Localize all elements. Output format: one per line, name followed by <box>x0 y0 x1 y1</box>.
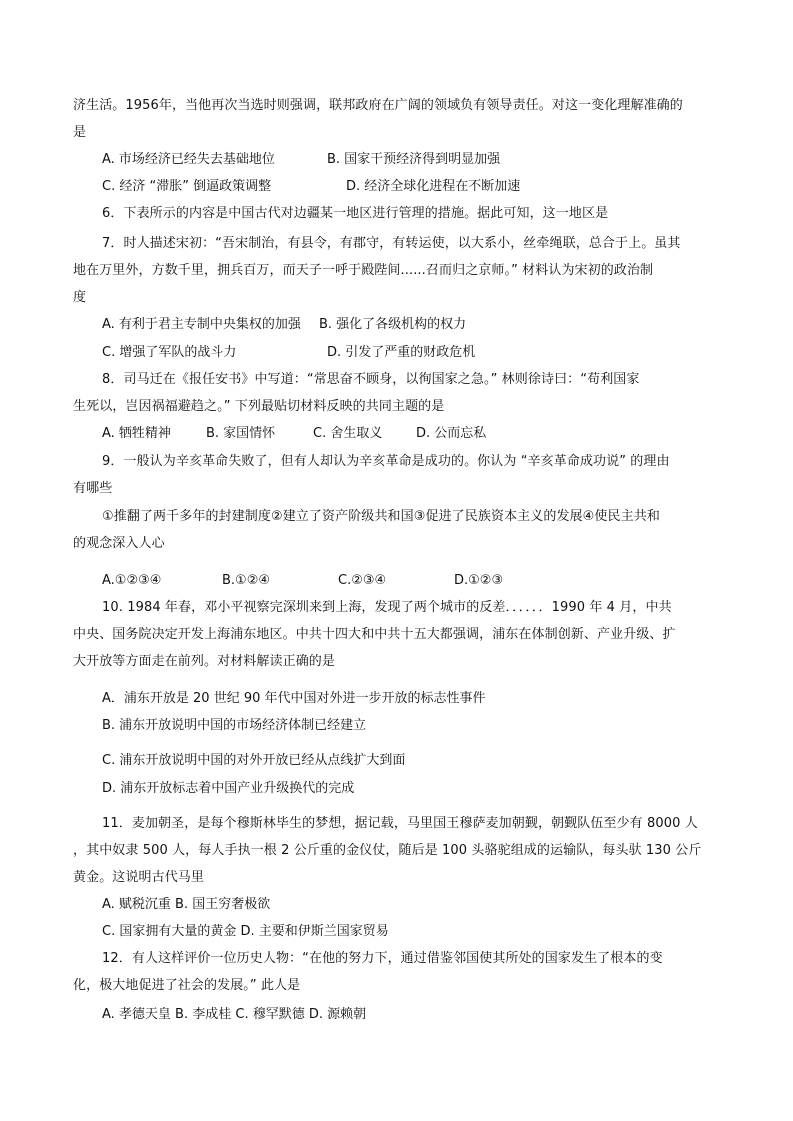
q8-option-a: A. 牺牲精神 <box>102 426 171 441</box>
q12-options: A. 孝德天皇 B. 李成桂 C. 穆罕默德 D. 源赖朝 <box>102 1007 367 1022</box>
q7-stem-line-2: 地在万里外，方数千里，拥兵百万，而天子一呼于殿陛间......召而归之京师。” 材料认为宋初的政治制 <box>73 263 654 278</box>
q8-option-c: C. 舍生取义 <box>313 426 383 441</box>
q7-option-d: D. 引发了严重的财政危机 <box>327 345 476 360</box>
q9-stem-line-1: 9．一般认为辛亥革命失败了，但有人却认为辛亥革命是成功的。你认为 “辛亥革命成功说” 的理由 <box>102 454 670 469</box>
q8-stem-line-2: 生死以，岂因祸福避趋之。” 下列最贴切材料反映的共同主题的是 <box>73 399 445 414</box>
q9-stem-line-2: 有哪些 <box>73 481 113 496</box>
q9-option-b: B.①②④ <box>222 573 271 588</box>
q5-option-d: D. 经济全球化进程在不断加速 <box>346 179 521 194</box>
q8-stem-line-1: 8．司马迁在《报任安书》中写道：“常思奋不顾身，以徇国家之急。” 林则徐诗曰：“苟利国家 <box>102 372 640 387</box>
q11-options-a-b: A. 赋税沉重 B. 国王穷奢极欲 <box>102 897 271 912</box>
q8-option-b: B. 家国情怀 <box>206 426 276 441</box>
q9-stem-line-4: 的观念深入人心 <box>73 536 165 551</box>
q9-stem-line-3: ①推翻了两千多年的封建制度②建立了资产阶级共和国③促进了民族资本主义的发展④使民主共和 <box>102 509 660 524</box>
q10-stem-line-1: 10. 1984 年春，邓小平视察完深圳来到上海，发现了两个城市的反差．．．．．．1990 年 4 月，中共 <box>102 600 672 615</box>
q11-stem-line-1: 11．麦加朝圣，是每个穆斯林毕生的梦想，据记载，马里国王穆萨麦加朝觐，朝觐队伍至少有 8000 人 <box>102 816 698 831</box>
q7-option-a: A. 有利于君主专制中央集权的加强 <box>102 317 301 332</box>
q6-stem-line-1: 6．下表所示的内容是中国古代对边疆某一地区进行管理的措施。据此可知，这一地区是 <box>102 206 609 221</box>
q10-option-a: A．浦东开放是 20 世纪 90 年代中国对外进一步开放的标志性事件 <box>102 691 486 706</box>
q10-stem-line-3: 大开放等方面走在前列。对材料解读正确的是 <box>73 654 336 669</box>
q7-stem-line-3: 度 <box>73 290 87 305</box>
q5-option-c: C. 经济 “滞胀” 倒逼政策调整 <box>102 179 272 194</box>
q10-option-b: B. 浦东开放说明中国的市场经济体制已经建立 <box>102 718 367 733</box>
q9-option-a: A.①②③④ <box>102 573 162 588</box>
q11-options-c-d: C. 国家拥有大量的黄金 D. 主要和伊斯兰国家贸易 <box>102 924 389 939</box>
q7-option-c: C. 增强了军队的战斗力 <box>102 345 237 360</box>
q10-option-c: C. 浦东开放说明中国的对外开放已经从点线扩大到面 <box>102 753 406 768</box>
q5-stem-line-2: 是 <box>73 125 87 140</box>
q7-stem-line-1: 7．时人描述宋初：“吾宋制治，有县令，有郡守，有转运使，以大系小，丝牵绳联，总合于上。虽其 <box>102 236 681 251</box>
q9-option-d: D.①②③ <box>454 573 504 588</box>
q8-option-d: D. 公而忘私 <box>416 426 487 441</box>
q10-stem-line-2: 中央、国务院决定开发上海浦东地区。中共十四大和中共十五大都强调，浦东在体制创新、产业升级、扩 <box>73 627 676 642</box>
q9-option-c: C.②③④ <box>338 573 387 588</box>
q5-option-a: A. 市场经济已经失去基础地位 <box>102 152 275 167</box>
q5-stem-line-1: 济生活。1956年，当他再次当选时则强调，联邦政府在广阔的领域负有领导责任。对这一变化理解准确的 <box>73 98 683 113</box>
q7-option-b: B. 强化了各级机构的权力 <box>319 317 467 332</box>
q5-option-b: B. 国家干预经济得到明显加强 <box>327 152 501 167</box>
q12-stem-line-2: 化，极大地促进了社会的发展。” 此人是 <box>73 978 301 993</box>
q11-stem-line-3: 黄金。这说明古代马里 <box>73 870 205 885</box>
q11-stem-line-2: ，其中奴隶 500 人，每人手执一根 2 公斤重的金仪仗，随后是 100 头骆驼组成的运输队，每头驮 130 公斤 <box>73 843 702 858</box>
q12-stem-line-1: 12．有人这样评价一位历史人物：“在他的努力下，通过借鉴邻国使其所处的国家发生了根本的变 <box>102 951 663 966</box>
q10-option-d: D. 浦东开放标志着中国产业升级换代的完成 <box>102 781 355 796</box>
